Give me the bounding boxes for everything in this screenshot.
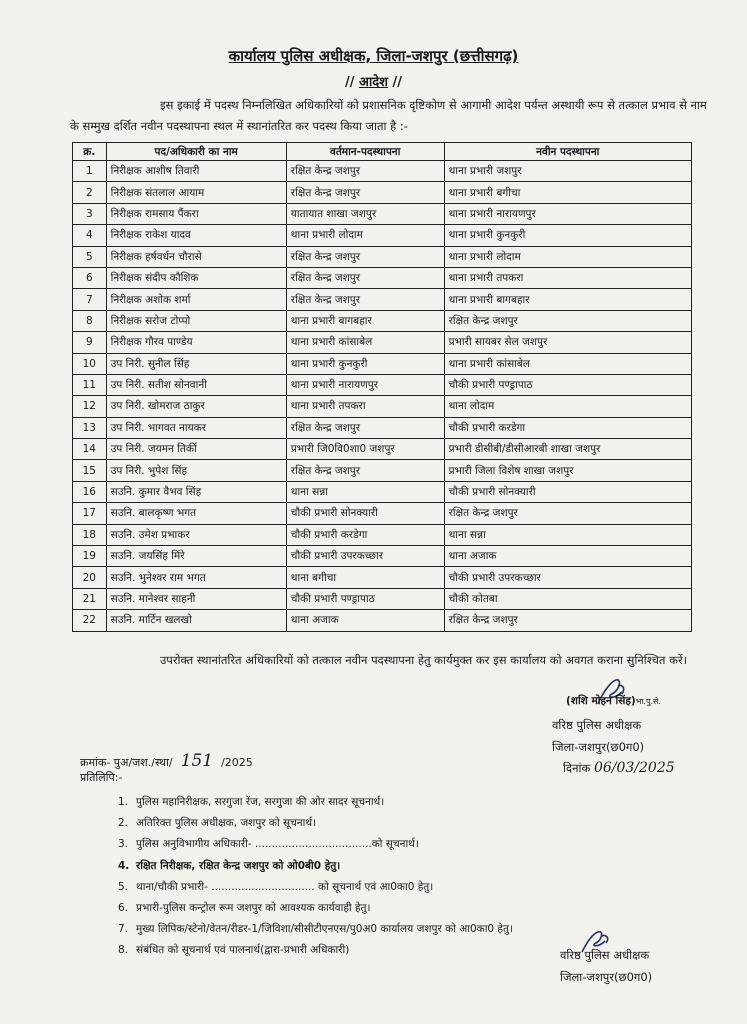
intro-paragraph: इस इकाई में पदस्थ निम्नलिखित अधिकारियों को प्रशासनिक दृष्टिकोण से आगामी आदेश पर्यन्त अस्थायी रूप से तत्काल प्रभाव से नाम के सम्मुख दर्शित नवीन पदस्थापना स्थल में स्थानांतरित कर पदस्थ किया जाता है :- <box>70 98 707 133</box>
copy-label: प्रतिलिपि:- <box>80 771 123 784</box>
cell-new-posting: थाना लोदाम <box>444 396 691 417</box>
cell-officer-name: निरीक्षक संतलाल आयाम <box>106 182 286 203</box>
cell-serial: 6 <box>73 267 107 288</box>
cell-officer-name: सउनि. कुमार वैभव सिंह <box>106 481 286 502</box>
cell-officer-name: उप निरी. भागवत नायकर <box>106 417 286 438</box>
header-current-posting: वर्तमान-पदस्थापना <box>286 143 444 161</box>
cell-officer-name: सउनि. उमेश प्रभाकर <box>106 524 286 545</box>
order-word: आदेश <box>358 75 389 90</box>
cell-serial: 17 <box>73 503 107 524</box>
cell-officer-name: सउनि. मार्टिन खलखो <box>106 610 286 631</box>
cell-serial: 12 <box>73 396 107 417</box>
table-row <box>73 289 692 310</box>
cell-new-posting: चौकी प्रभारी सोनक्यारी <box>444 481 691 502</box>
cell-new-posting: रक्षित केन्द्र जशपुर <box>444 310 691 331</box>
list-item: 1. पुलिस महानिरीक्षक, सरगुजा रेंज, सरगुजा की ओर सादर सूचनार्थ। <box>118 796 385 808</box>
cell-current-posting: थाना प्रभारी तपकरा <box>286 396 444 417</box>
table-row <box>73 524 692 545</box>
cell-current-posting: थाना अजाक <box>286 610 444 631</box>
cell-officer-name: उप निरी. खोमराज ठाकुर <box>106 396 286 417</box>
table-row <box>73 182 692 203</box>
list-item: 2. अतिरिक्त पुलिस अधीक्षक, जशपुर को सूचनार्थ। <box>118 817 317 830</box>
cell-new-posting: प्रभारी जिला विशेष शाखा जशपुर <box>444 460 691 481</box>
cell-current-posting: रक्षित केन्द्र जशपुर <box>286 161 444 182</box>
table-row <box>73 546 692 567</box>
signatory-district: जिला-जशपुर(छ0ग0) <box>552 740 645 754</box>
cell-new-posting: थाना प्रभारी जशपुर <box>444 161 691 182</box>
cell-current-posting: यातायात शाखा जशपुर <box>286 203 444 224</box>
table-row <box>73 332 692 353</box>
cell-current-posting: रक्षित केन्द्र जशपुर <box>286 289 444 310</box>
cell-current-posting: रक्षित केन्द्र जशपुर <box>286 417 444 438</box>
list-item: 3. पुलिस अनुविभागीय अधिकारी- ...................................को सूचनार्थ। <box>118 838 419 851</box>
cell-new-posting: थाना प्रभारी लोदाम <box>444 246 691 267</box>
list-item: 5. थाना/चौकी प्रभारी- ............................... को सूचनार्थ एवं आ0का0 हेतु। <box>118 880 434 893</box>
cell-serial: 3 <box>73 203 107 224</box>
cell-serial: 14 <box>73 439 107 460</box>
list-item: 4. रक्षित निरीक्षक, रक्षित केन्द्र जशपुर को ओ0बी0 हेतु। <box>118 859 341 872</box>
table-row <box>73 503 692 524</box>
cell-officer-name: निरीक्षक संदीप कौशिक <box>106 267 286 288</box>
cell-new-posting: चौकी प्रभारी पण्ड्रापाठ <box>444 374 691 395</box>
cell-current-posting: थाना बगीचा <box>286 567 444 588</box>
cell-current-posting: थाना प्रभारी नारायणपुर <box>286 374 444 395</box>
cell-new-posting: थाना प्रभारी बागबहार <box>444 289 691 310</box>
order-prefix: // <box>344 75 355 90</box>
cell-current-posting: रक्षित केन्द्र जशपुर <box>286 182 444 203</box>
list-item: 8. संबंधित को सूचनार्थ एवं पालनार्थ(द्वारा-प्रभारी अधिकारी) <box>118 944 350 957</box>
table-header-row <box>73 143 692 161</box>
cell-current-posting: रक्षित केन्द्र जशपुर <box>286 267 444 288</box>
cell-serial: 10 <box>73 353 107 374</box>
table-row <box>73 310 692 331</box>
cell-new-posting: थाना प्रभारी नारायणपुर <box>444 203 691 224</box>
cell-officer-name: सउनि. मानेश्वर साहनी <box>106 588 286 609</box>
cell-serial: 20 <box>73 567 107 588</box>
cell-serial: 22 <box>73 610 107 631</box>
table-row <box>73 161 692 182</box>
signatory-designation: वरिष्ठ पुलिस अधीक्षक <box>552 718 642 732</box>
transfer-table <box>72 142 692 632</box>
order-date: दिनांक 06/03/2025 <box>563 760 675 776</box>
table-row <box>73 374 692 395</box>
cell-serial: 15 <box>73 460 107 481</box>
cell-serial: 18 <box>73 524 107 545</box>
bottom-signatory-district: जिला-जशपुर(छ0ग0) <box>560 970 653 984</box>
header-new-posting: नवीन पदस्थापना <box>444 143 691 161</box>
table-row <box>73 588 692 609</box>
cell-serial: 13 <box>73 417 107 438</box>
cell-current-posting: प्रभारी जि0वि0शा0 जशपुर <box>286 439 444 460</box>
table-row <box>73 353 692 374</box>
cell-new-posting: रक्षित केन्द्र जशपुर <box>444 503 691 524</box>
cell-new-posting: थाना प्रभारी तपकरा <box>444 267 691 288</box>
table-row <box>73 267 692 288</box>
cell-current-posting: थाना प्रभारी बागबहार <box>286 310 444 331</box>
cell-serial: 19 <box>73 546 107 567</box>
cell-new-posting: चौकी प्रभारी उपरकच्छार <box>444 567 691 588</box>
order-suffix: // <box>392 75 403 90</box>
table-row <box>73 396 692 417</box>
cell-serial: 21 <box>73 588 107 609</box>
cell-current-posting: थाना प्रभारी कुनकुरी <box>286 353 444 374</box>
cell-new-posting: थाना प्रभारी कांसाबेल <box>444 353 691 374</box>
cell-officer-name: निरीक्षक हर्षवर्धन चौरासे <box>106 246 286 267</box>
cell-current-posting: रक्षित केन्द्र जशपुर <box>286 460 444 481</box>
cell-current-posting: चौकी प्रभारी उपरकच्छार <box>286 546 444 567</box>
order-reference: क्रमांक- पुअ/जश./स्था/ 151 /2025 <box>80 751 253 771</box>
cell-officer-name: उप निरी. भुपेश सिंह <box>106 460 286 481</box>
table-row <box>73 567 692 588</box>
cell-new-posting: थाना सन्ना <box>444 524 691 545</box>
cell-officer-name: निरीक्षक राकेश यादव <box>106 225 286 246</box>
order-heading <box>0 72 747 90</box>
table-row <box>73 610 692 631</box>
table-body <box>73 161 692 632</box>
list-item: 6. प्रभारी-पुलिस कन्ट्रोल रूम जशपुर को आवश्यक कार्यवाही हेतु। <box>118 901 371 914</box>
cell-officer-name: निरीक्षक अशोक शर्मा <box>106 289 286 310</box>
table-row <box>73 203 692 224</box>
cell-officer-name: उप निरी. जयमन तिर्की <box>106 439 286 460</box>
cell-serial: 1 <box>73 161 107 182</box>
cell-officer-name: उप निरी. सतीश सोनवानी <box>106 374 286 395</box>
signatory-name: (शशि मोहन सिंह)भा.पु.से. <box>566 695 661 707</box>
cell-new-posting: थाना प्रभारी कुनकुरी <box>444 225 691 246</box>
cell-officer-name: सउनि. भुनेश्वर राम भगत <box>106 567 286 588</box>
cell-officer-name: उप निरी. सुनील सिंह <box>106 353 286 374</box>
cell-officer-name: सउनि. बालकृष्ण भगत <box>106 503 286 524</box>
bottom-signatory-designation: वरिष्ठ पुलिस अधीक्षक <box>560 948 650 962</box>
header-name: पद/अधिकारी का नाम <box>106 143 286 161</box>
cell-officer-name: निरीक्षक गौरव पाण्डेय <box>106 332 286 353</box>
table-row <box>73 246 692 267</box>
cell-serial: 2 <box>73 182 107 203</box>
cell-serial: 8 <box>73 310 107 331</box>
header-serial: क्र. <box>73 143 107 161</box>
cell-serial: 16 <box>73 481 107 502</box>
cell-current-posting: थाना प्रभारी कांसाबेल <box>286 332 444 353</box>
cell-new-posting: थाना प्रभारी बगीचा <box>444 182 691 203</box>
cell-current-posting: चौकी प्रभारी पण्ड्रापाठ <box>286 588 444 609</box>
table-row <box>73 439 692 460</box>
cell-current-posting: थाना सन्ना <box>286 481 444 502</box>
list-item: 7. मुख्य लिपिक/स्टेनो/वेतन/रीडर-1/जिविशा/सीसीटीएनएस/पु0अ0 कार्यालय जशपुर को आ0का0 हेतु। <box>118 923 513 936</box>
closing-paragraph: उपरोक्त स्थानांतरित अधिकारियों को तत्काल नवीन पदस्थापना हेतु कार्यमुक्त कर इस कार्यालय को अवगत कराना सुनिश्चित करें। <box>160 653 688 667</box>
cell-new-posting: रक्षित केन्द्र जशपुर <box>444 610 691 631</box>
cell-new-posting: प्रभारी डीसीबी/डीसीआरबी शाखा जशपुर <box>444 439 691 460</box>
cell-serial: 11 <box>73 374 107 395</box>
cell-serial: 7 <box>73 289 107 310</box>
cell-current-posting: थाना प्रभारी लोदाम <box>286 225 444 246</box>
cell-new-posting: थाना अजाक <box>444 546 691 567</box>
table-row <box>73 225 692 246</box>
cell-officer-name: निरीक्षक रामसाय पैंकरा <box>106 203 286 224</box>
cell-serial: 4 <box>73 225 107 246</box>
cell-current-posting: रक्षित केन्द्र जशपुर <box>286 246 444 267</box>
cell-current-posting: चौकी प्रभारी करडेगा <box>286 524 444 545</box>
order-number: 151 <box>180 751 214 771</box>
cell-serial: 5 <box>73 246 107 267</box>
cell-officer-name: निरीक्षक आशीष तिवारी <box>106 161 286 182</box>
cell-new-posting: प्रभारी सायबर सेल जशपुर <box>444 332 691 353</box>
cell-current-posting: चौकी प्रभारी सोनक्यारी <box>286 503 444 524</box>
cell-officer-name: सउनि. जयसिंह मिंरे <box>106 546 286 567</box>
cell-serial: 9 <box>73 332 107 353</box>
office-title: कार्यालय पुलिस अधीक्षक, जिला-जशपुर (छत्तीसगढ़) <box>228 47 519 65</box>
cell-new-posting: चौकी कोतबा <box>444 588 691 609</box>
table-row <box>73 460 692 481</box>
table-row <box>73 481 692 502</box>
cell-new-posting: चौकी प्रभारी करडेगा <box>444 417 691 438</box>
table-row <box>73 417 692 438</box>
cell-officer-name: निरीक्षक सरोज टोप्पो <box>106 310 286 331</box>
